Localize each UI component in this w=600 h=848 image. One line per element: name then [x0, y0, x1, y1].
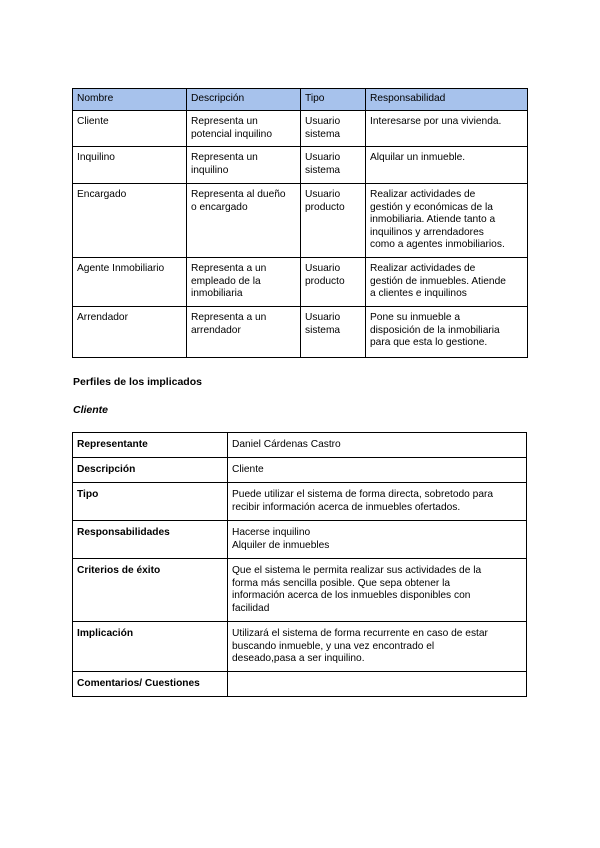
cell-tipo	[301, 111, 366, 147]
table-row	[73, 483, 527, 521]
cell-responsabilidad	[366, 258, 528, 307]
cell-descripcion-line: empleado de la	[191, 275, 261, 287]
profile-value-line: deseado,pasa a ser inquilino.	[232, 653, 365, 664]
cell-responsabilidad-line: disposición de la inmobiliaria	[370, 324, 500, 336]
cell-nombre	[73, 184, 187, 258]
cell-descripcion-line: Representa a un	[191, 312, 267, 323]
cell-descripcion-line: Representa un	[191, 152, 258, 163]
cell-tipo-line: Usuario	[305, 189, 341, 200]
profile-value-line: Hacerse inquilino	[232, 527, 311, 538]
cell-responsabilidad-line: Pone su inmueble a	[370, 312, 461, 323]
profile-label: Implicación	[73, 622, 228, 672]
profile-value	[228, 622, 527, 672]
cell-descripcion	[187, 184, 301, 258]
cell-responsabilidad-line: Realizar actividades de	[370, 263, 476, 274]
table-row	[73, 111, 528, 147]
profile-label: Representante	[73, 433, 228, 458]
cell-responsabilidad-line: inmobiliaria. Atiende tanto a	[370, 214, 496, 225]
profile-value	[228, 483, 527, 521]
header-responsabilidad: Responsabilidad	[366, 89, 528, 111]
cell-nombre-line: Arrendador	[77, 312, 128, 323]
cell-tipo-line: Usuario	[305, 312, 341, 323]
profile-value-line: buscando inmueble, y una vez encontrado el	[232, 640, 435, 652]
cell-responsabilidad-line: gestión y económicas de la	[370, 201, 493, 213]
actors-table	[72, 88, 528, 358]
cell-nombre-line: Cliente	[77, 116, 109, 127]
cell-tipo-line: producto	[305, 201, 345, 213]
cell-tipo-line: Usuario	[305, 152, 341, 163]
cell-descripcion-line: potencial inquilino	[191, 128, 272, 140]
profile-label: Comentarios/ Cuestiones	[73, 672, 228, 697]
table-row	[73, 147, 528, 184]
profile-value-line: recibir información acerca de inmuebles ofertados.	[232, 501, 461, 513]
profile-value	[228, 458, 527, 483]
cell-nombre	[73, 307, 187, 358]
table-row	[73, 672, 527, 697]
cell-responsabilidad	[366, 147, 528, 184]
profile-value-line: Puede utilizar el sistema de forma directa, sobretodo para	[232, 489, 494, 500]
cell-tipo	[301, 307, 366, 358]
table-row	[73, 622, 527, 672]
section-title: Perfiles de los implicados	[73, 376, 202, 388]
profile-value-line: Utilizará el sistema de forma recurrente en caso de estar	[232, 628, 488, 639]
cell-nombre	[73, 147, 187, 184]
cell-responsabilidad-line: Interesarse por una vivienda.	[370, 116, 502, 127]
cell-nombre-line: Encargado	[77, 189, 127, 200]
cell-responsabilidad-line: gestión de inmuebles. Atiende	[370, 275, 506, 287]
profile-value	[228, 521, 527, 559]
profile-value-line: Que el sistema le permita realizar sus actividades de la	[232, 565, 482, 576]
profile-value	[228, 433, 527, 458]
profile-label: Tipo	[73, 483, 228, 521]
profile-value	[228, 559, 527, 622]
cell-responsabilidad	[366, 111, 528, 147]
cell-descripcion	[187, 307, 301, 358]
cell-nombre-line: Inquilino	[77, 152, 115, 163]
table-row	[73, 521, 527, 559]
cell-nombre-line: Agente Inmobiliario	[77, 263, 165, 274]
profile-value-line: Alquiler de inmuebles	[232, 539, 330, 551]
cell-tipo	[301, 184, 366, 258]
cell-descripcion	[187, 147, 301, 184]
cell-responsabilidad	[366, 307, 528, 358]
cell-descripcion-line: arrendador	[191, 324, 241, 336]
cell-responsabilidad-line: Realizar actividades de	[370, 189, 476, 200]
cell-tipo	[301, 147, 366, 184]
cell-responsabilidad-line: para que esta lo gestione.	[370, 337, 488, 348]
cell-tipo-line: sistema	[305, 324, 341, 336]
cell-descripcion	[187, 258, 301, 307]
cell-descripcion	[187, 111, 301, 147]
cell-tipo-line: Usuario	[305, 263, 341, 274]
cell-nombre	[73, 258, 187, 307]
cell-tipo-line: sistema	[305, 164, 341, 176]
profile-value	[228, 672, 527, 697]
cell-responsabilidad-line: inquilinos y arrendadores	[370, 226, 484, 238]
profile-table	[72, 432, 527, 697]
cell-descripcion-line: Representa un	[191, 116, 258, 127]
cell-descripcion-line: Representa al dueño	[191, 189, 286, 200]
table-row	[73, 433, 527, 458]
table-row	[73, 559, 527, 622]
cell-tipo-line: producto	[305, 275, 345, 287]
table-row	[73, 307, 528, 358]
profile-value-line: facilidad	[232, 602, 270, 614]
cell-nombre	[73, 111, 187, 147]
cell-tipo-line: sistema	[305, 128, 341, 140]
cell-responsabilidad	[366, 184, 528, 258]
profile-label: Descripción	[73, 458, 228, 483]
header-descripcion: Descripción	[187, 89, 301, 111]
table-row	[73, 258, 528, 307]
cell-tipo	[301, 258, 366, 307]
table-row	[73, 184, 528, 258]
profile-value-line: Daniel Cárdenas Castro	[232, 439, 341, 450]
header-nombre: Nombre	[73, 89, 187, 111]
profile-value-line: Cliente	[232, 464, 264, 475]
cell-tipo-line: Usuario	[305, 116, 341, 127]
profile-title: Cliente	[73, 404, 109, 416]
header-tipo: Tipo	[301, 89, 366, 111]
profile-label: Responsabilidades	[73, 521, 228, 559]
actors-header-row	[73, 89, 528, 111]
cell-responsabilidad-line: Alquilar un inmueble.	[370, 152, 466, 163]
profile-label: Criterios de éxito	[73, 559, 228, 622]
profile-value-line: forma más sencilla posible. Que sepa obtener la	[232, 577, 451, 589]
cell-descripcion-line: inquilino	[191, 164, 229, 176]
cell-descripcion-line: Representa a un	[191, 263, 267, 274]
cell-responsabilidad-line: a clientes e inquilinos	[370, 288, 467, 299]
profile-value-line: información acerca de los inmuebles disponibles con	[232, 590, 471, 601]
cell-descripcion-line: o encargado	[191, 201, 248, 213]
cell-responsabilidad-line: como a agentes inmobiliarios.	[370, 239, 505, 250]
cell-descripcion-line: inmobiliaria	[191, 288, 243, 299]
table-row	[73, 458, 527, 483]
